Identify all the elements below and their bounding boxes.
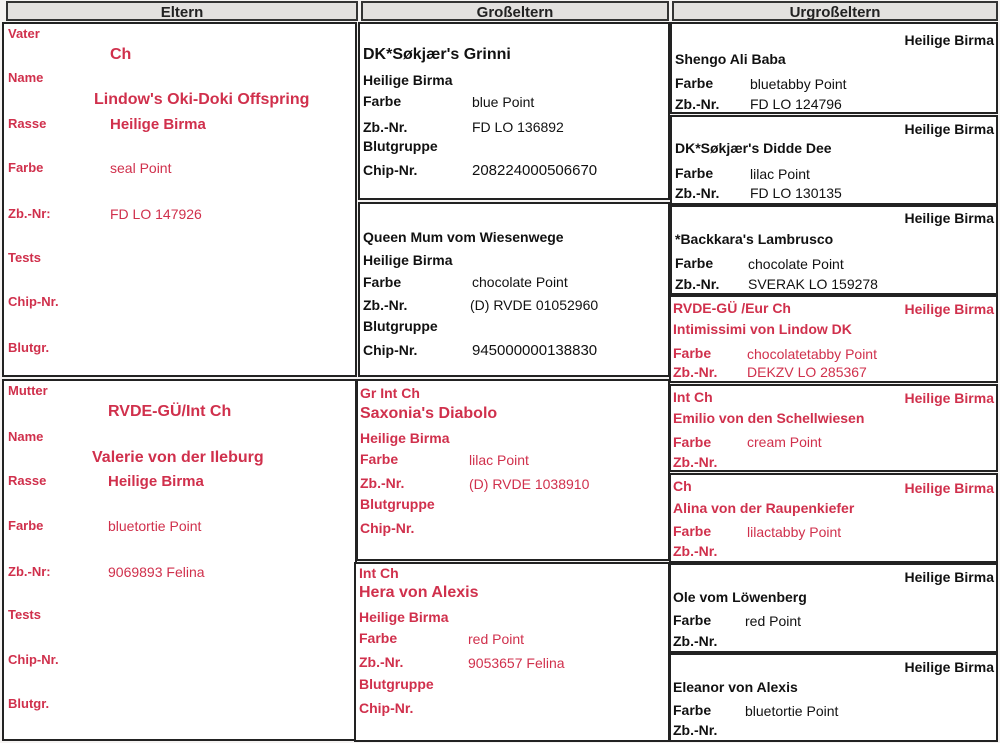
grandparent-breed: Heilige Birma xyxy=(359,609,449,625)
ggp-color: lilactabby Point xyxy=(747,524,842,540)
grandparent-name: Saxonia's Diabolo xyxy=(360,405,498,422)
grandparent-card-4 xyxy=(354,562,670,742)
header-grandparents-label: Großeltern xyxy=(476,4,554,21)
ggp-name: *Backkara's Lambrusco xyxy=(675,231,834,247)
grandparent-card-3 xyxy=(356,379,670,561)
grandparent-chip: 945000000138830 xyxy=(472,342,598,359)
ggp-color-label: Farbe xyxy=(673,434,712,450)
mother-reg-label: Zb.-Nr: xyxy=(8,564,51,579)
ggp-color-label: Farbe xyxy=(675,255,714,271)
ggp-breed: Heilige Birma xyxy=(904,301,994,317)
ggp-color: chocolate Point xyxy=(748,256,844,272)
ggp-reg-label: Zb.-Nr. xyxy=(673,722,718,738)
ggp-reg-label: Zb.-Nr. xyxy=(673,633,718,649)
ggp-color: cream Point xyxy=(747,434,822,450)
mother-color-label: Farbe xyxy=(8,518,44,533)
ggp-breed: Heilige Birma xyxy=(904,569,994,585)
grandparent-breed: Heilige Birma xyxy=(363,72,453,88)
ggp-name: Intimissimi von Lindow DK xyxy=(673,321,852,337)
mother-card xyxy=(2,379,357,741)
grandparent-title: Gr Int Ch xyxy=(360,385,420,401)
grandparent-color: lilac Point xyxy=(469,452,529,468)
great-grandparent-card-6 xyxy=(669,473,998,563)
grandparent-breed: Heilige Birma xyxy=(360,430,450,446)
ggp-title: Int Ch xyxy=(673,389,713,405)
ggp-breed: Heilige Birma xyxy=(904,121,994,137)
ggp-breed: Heilige Birma xyxy=(904,390,994,406)
header-greatgrandparents xyxy=(672,1,998,21)
father-reg: FD LO 147926 xyxy=(110,206,202,222)
grandparent-reg: 9053657 Felina xyxy=(468,655,565,671)
ggp-reg-label: Zb.-Nr. xyxy=(673,364,718,380)
ggp-name: Shengo Ali Baba xyxy=(675,51,786,67)
ggp-color: lilac Point xyxy=(750,166,810,182)
ggp-color-label: Farbe xyxy=(675,75,714,91)
ggp-name: Ole vom Löwenberg xyxy=(673,589,807,605)
great-grandparent-card-7 xyxy=(669,563,998,653)
grandparent-color: blue Point xyxy=(472,94,535,110)
ggp-color-label: Farbe xyxy=(675,165,714,181)
mother-breed-label: Rasse xyxy=(8,473,47,488)
father-breed-label: Rasse xyxy=(8,116,47,131)
mother-name-label: Name xyxy=(8,429,44,444)
grandparent-reg-label: Zb.-Nr. xyxy=(363,297,408,313)
father-card xyxy=(2,22,357,377)
grandparent-chip-label: Chip-Nr. xyxy=(363,342,418,358)
ggp-reg: DEKZV LO 285367 xyxy=(747,364,867,380)
great-grandparent-card-1 xyxy=(670,22,998,114)
grandparent-reg-label: Zb.-Nr. xyxy=(360,475,405,491)
great-grandparent-card-3 xyxy=(670,205,998,295)
ggp-name: Alina von der Raupenkiefer xyxy=(673,500,855,516)
mother-label: Mutter xyxy=(8,383,48,398)
mother-tests-label: Tests xyxy=(8,607,41,622)
mother-chip-label: Chip-Nr. xyxy=(8,652,59,667)
father-reg-label: Zb.-Nr: xyxy=(8,206,51,221)
ggp-reg-label: Zb.-Nr. xyxy=(675,276,720,292)
father-blood-label: Blutgr. xyxy=(8,340,50,355)
ggp-color: red Point xyxy=(745,613,802,629)
father-breed: Heilige Birma xyxy=(110,116,206,133)
grandparent-reg-label: Zb.-Nr. xyxy=(359,654,404,670)
grandparent-color: red Point xyxy=(468,631,525,647)
header-greatgrandparents-label: Urgroßeltern xyxy=(789,4,881,21)
grandparent-name: DK*Søkjær's Grinni xyxy=(363,46,511,63)
ggp-title: Ch xyxy=(673,478,692,494)
ggp-color-label: Farbe xyxy=(673,612,712,628)
father-tests-label: Tests xyxy=(8,250,41,265)
mother-title: RVDE-GÜ/Int Ch xyxy=(108,403,232,420)
header-grandparents xyxy=(361,1,669,21)
ggp-name: DK*Søkjær's Didde Dee xyxy=(675,140,832,156)
grandparent-card-2 xyxy=(358,202,670,377)
grandparent-blood-label: Blutgruppe xyxy=(360,496,435,512)
mother-name: Valerie von der Ileburg xyxy=(92,449,264,466)
grandparent-name: Queen Mum vom Wiesenwege xyxy=(363,229,564,245)
grandparent-blood-label: Blutgruppe xyxy=(363,318,438,334)
ggp-color-label: Farbe xyxy=(673,702,712,718)
mother-color: bluetortie Point xyxy=(108,518,202,534)
header-parents xyxy=(6,1,358,21)
grandparent-chip: 208224000506670 xyxy=(472,162,598,179)
father-color-label: Farbe xyxy=(8,160,44,175)
great-grandparent-card-4 xyxy=(669,295,998,383)
father-name-label: Name xyxy=(8,70,44,85)
ggp-color: bluetortie Point xyxy=(745,703,839,719)
grandparent-chip-label: Chip-Nr. xyxy=(363,162,418,178)
ggp-reg-label: Zb.-Nr. xyxy=(675,96,720,112)
ggp-color: bluetabby Point xyxy=(750,76,847,92)
ggp-color: chocolatetabby Point xyxy=(747,346,877,362)
grandparent-reg: (D) RVDE 01052960 xyxy=(470,297,599,313)
grandparent-reg: (D) RVDE 1038910 xyxy=(469,476,590,492)
ggp-reg: FD LO 130135 xyxy=(750,185,842,201)
ggp-title: RVDE-GÜ /Eur Ch xyxy=(673,300,791,316)
father-color: seal Point xyxy=(110,160,172,176)
ggp-breed: Heilige Birma xyxy=(904,32,994,48)
ggp-breed: Heilige Birma xyxy=(904,659,994,675)
ggp-name: Eleanor von Alexis xyxy=(673,679,798,695)
grandparent-color-label: Farbe xyxy=(360,451,399,467)
ggp-name: Emilio von den Schellwiesen xyxy=(673,410,865,426)
grandparent-color-label: Farbe xyxy=(359,630,398,646)
grandparent-reg: FD LO 136892 xyxy=(472,119,564,135)
great-grandparent-card-2 xyxy=(670,115,998,205)
grandparent-color-label: Farbe xyxy=(363,274,402,290)
grandparent-chip-label: Chip-Nr. xyxy=(360,520,415,536)
ggp-reg: SVERAK LO 159278 xyxy=(748,276,878,292)
grandparent-blood-label: Blutgruppe xyxy=(359,676,434,692)
ggp-breed: Heilige Birma xyxy=(904,210,994,226)
mother-reg: 9069893 Felina xyxy=(108,564,205,580)
father-title: Ch xyxy=(110,46,132,63)
ggp-color-label: Farbe xyxy=(673,345,712,361)
mother-blood-label: Blutgr. xyxy=(8,696,50,711)
great-grandparent-card-5 xyxy=(669,384,998,472)
grandparent-blood-label: Blutgruppe xyxy=(363,138,438,154)
father-name: Lindow's Oki-Doki Offspring xyxy=(94,91,310,108)
ggp-breed: Heilige Birma xyxy=(904,480,994,496)
grandparent-reg-label: Zb.-Nr. xyxy=(363,119,408,135)
header-parents-label: Eltern xyxy=(160,4,204,21)
grandparent-breed: Heilige Birma xyxy=(363,252,453,268)
ggp-reg-label: Zb.-Nr. xyxy=(673,454,718,470)
father-chip-label: Chip-Nr. xyxy=(8,294,59,309)
grandparent-chip-label: Chip-Nr. xyxy=(359,700,414,716)
grandparent-name: Hera von Alexis xyxy=(359,584,479,601)
ggp-reg-label: Zb.-Nr. xyxy=(673,543,718,559)
ggp-reg-label: Zb.-Nr. xyxy=(675,185,720,201)
great-grandparent-card-8 xyxy=(669,653,998,742)
grandparent-title: Int Ch xyxy=(359,565,399,581)
ggp-reg: FD LO 124796 xyxy=(750,96,842,112)
mother-breed: Heilige Birma xyxy=(108,473,204,490)
grandparent-color-label: Farbe xyxy=(363,93,402,109)
ggp-color-label: Farbe xyxy=(673,523,712,539)
father-label: Vater xyxy=(8,26,40,41)
grandparent-card-1 xyxy=(358,22,670,200)
grandparent-color: chocolate Point xyxy=(472,274,568,290)
